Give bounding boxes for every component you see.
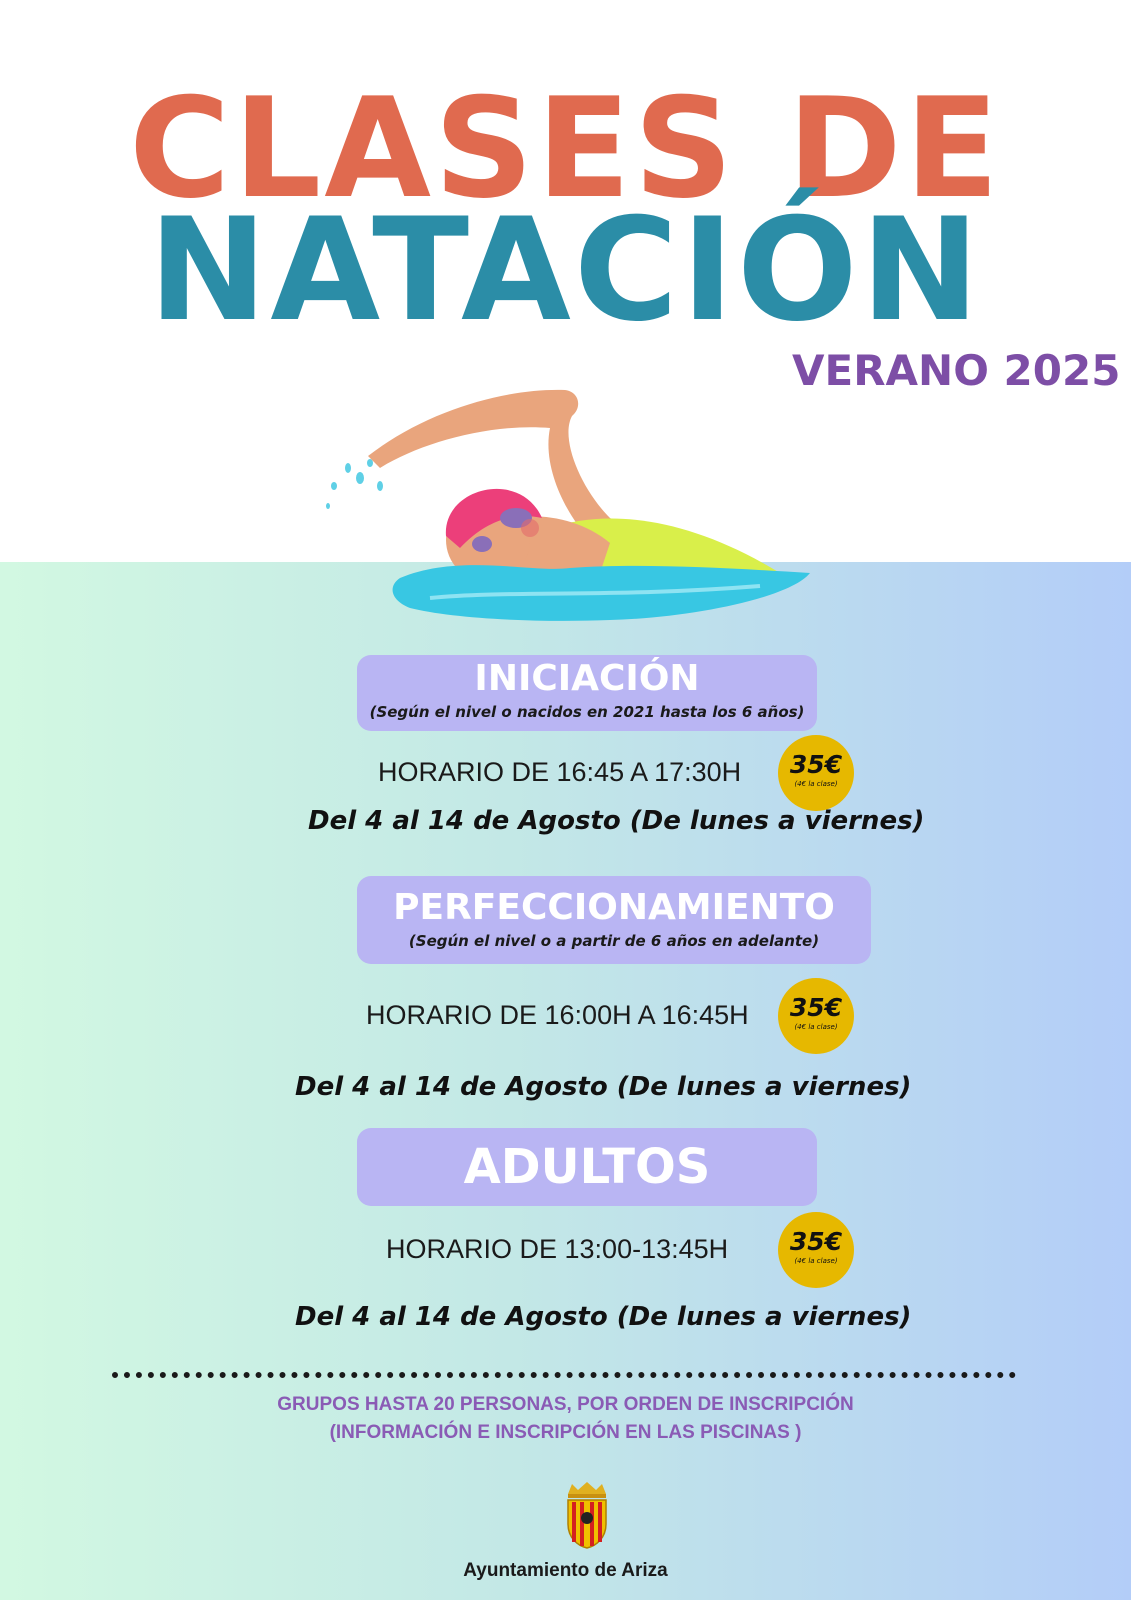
schedule-text: HORARIO DE 16:00H A 16:45H	[366, 1000, 749, 1030]
section-iniciacion-header	[357, 655, 817, 731]
price-value: 35€	[789, 750, 843, 779]
schedule-text: HORARIO DE 13:00-13:45H	[386, 1234, 729, 1264]
dates-text: Del 4 al 14 de Agosto (De lunes a viernes)	[308, 806, 925, 836]
title-line-1: CLASES DE	[129, 68, 1002, 229]
section-title: PERFECCIONAMIENTO	[393, 887, 835, 928]
section-title: INICIACIÓN	[474, 658, 700, 699]
coat-of-arms-icon	[560, 1480, 614, 1550]
season-label: VERANO 2025	[792, 346, 1121, 395]
price-note: (4€ la clase)	[794, 1023, 838, 1031]
price-badge	[778, 978, 854, 1054]
dates-text: Del 4 al 14 de Agosto (De lunes a viernes)	[295, 1072, 912, 1102]
groups-note: GRUPOS HASTA 20 PERSONAS, POR ORDEN DE INSCRIPCIÓN	[277, 1394, 854, 1415]
footer-organization: Ayuntamiento de Ariza	[463, 1560, 668, 1581]
dotted-divider	[112, 1372, 1016, 1378]
title-line-2: NATACIÓN	[148, 188, 983, 353]
price-badge	[778, 1212, 854, 1288]
schedule-text: HORARIO DE 16:45 A 17:30H	[378, 757, 742, 787]
dates-text: Del 4 al 14 de Agosto (De lunes a viernes)	[295, 1302, 912, 1332]
price-badge	[778, 735, 854, 811]
swimmer-illustration	[310, 368, 830, 638]
section-adultos-header	[357, 1128, 817, 1206]
section-title: ADULTOS	[463, 1139, 711, 1195]
price-value: 35€	[789, 1227, 843, 1256]
registration-note: (INFORMACIÓN E INSCRIPCIÓN EN LAS PISCINAS )	[329, 1422, 802, 1443]
price-note: (4€ la clase)	[794, 780, 838, 788]
section-subtitle: (Según el nivel o a partir de 6 años en adelante)	[408, 932, 820, 950]
section-perfeccionamiento-header	[357, 876, 871, 964]
section-subtitle: (Según el nivel o nacidos en 2021 hasta los 6 años)	[369, 703, 805, 721]
price-note: (4€ la clase)	[794, 1257, 838, 1265]
price-value: 35€	[789, 993, 843, 1022]
